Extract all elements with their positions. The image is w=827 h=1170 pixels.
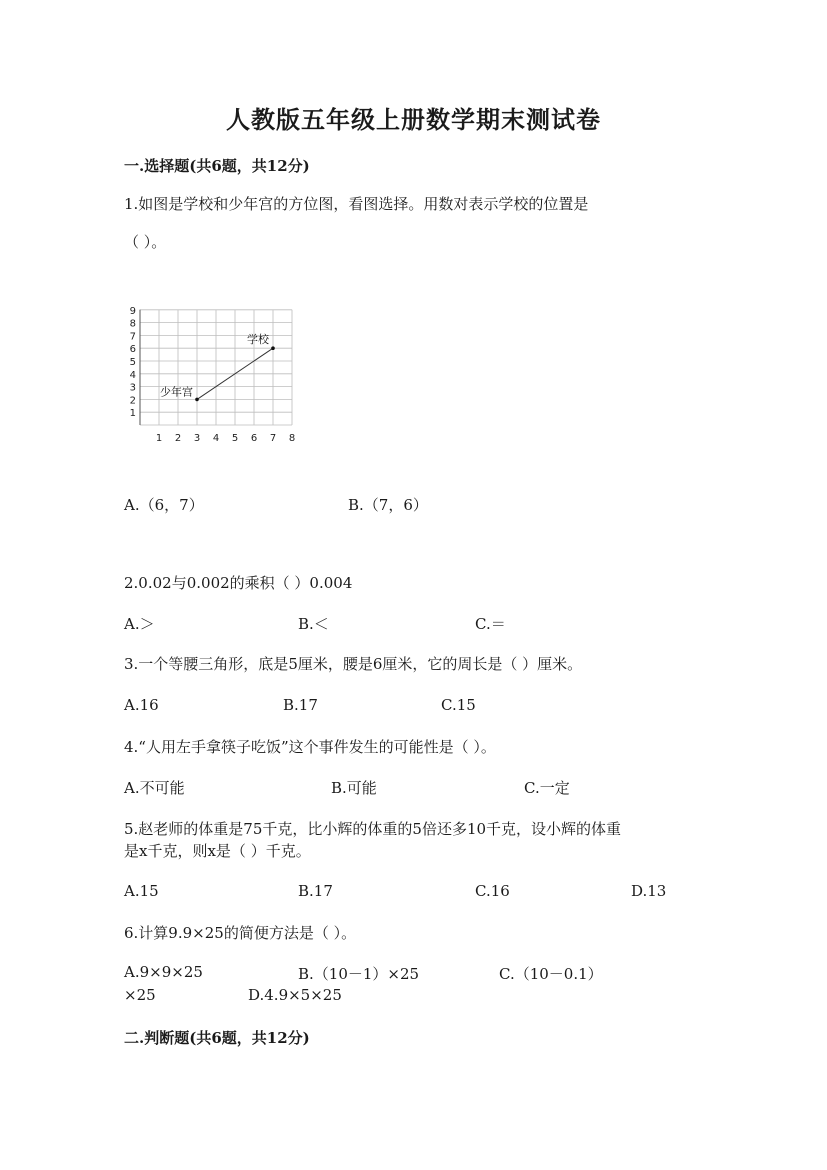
- y-tick-label: 9: [129, 305, 136, 317]
- question-2-text: 2.0.02与0.002的乘积（ ）0.004: [124, 574, 353, 592]
- x-tick-label: 3: [193, 433, 201, 444]
- question-6-option-c[interactable]: C.（10－0.1）: [499, 965, 603, 983]
- y-tick-label: 2: [129, 395, 136, 407]
- question-4-option-b[interactable]: B.可能: [331, 779, 377, 797]
- school-point: [271, 346, 275, 350]
- question-2-option-b[interactable]: B.＜: [298, 615, 329, 633]
- youth-palace-label: 少年宫: [160, 385, 193, 399]
- question-4-option-a[interactable]: A.不可能: [124, 779, 185, 797]
- section-heading-judgment: 二.判断题(共6题，共12分): [124, 1029, 310, 1047]
- question-5-option-d[interactable]: D.13: [631, 882, 667, 900]
- question-6-option-b[interactable]: B.（10－1）×25: [298, 965, 420, 983]
- page-title: 人教版五年级上册数学期末测试卷: [226, 105, 601, 134]
- question-6-option-a[interactable]: A.9×9×25: [124, 963, 203, 981]
- question-4-option-c[interactable]: C.一定: [524, 779, 570, 797]
- question-5-option-c[interactable]: C.16: [475, 882, 510, 900]
- question-5-option-a[interactable]: A.15: [124, 882, 159, 900]
- question-1-option-b[interactable]: B.（7，6）: [348, 496, 428, 514]
- x-tick-label: 6: [250, 433, 258, 444]
- question-3-option-c[interactable]: C.15: [441, 696, 476, 714]
- question-1-text-line1: 1.如图是学校和少年宫的方位图，看图选择。用数对表示学校的位置是: [124, 195, 589, 213]
- coordinate-grid-figure: [126, 290, 306, 450]
- question-4-text: 4.“人用左手拿筷子吃饭”这个事件发生的可能性是（ ）。: [124, 738, 496, 756]
- question-6-option-c-continued: ×25: [124, 986, 156, 1004]
- x-tick-label: 5: [231, 433, 239, 444]
- x-tick-label: 1: [155, 433, 163, 444]
- question-5-option-b[interactable]: B.17: [298, 882, 333, 900]
- x-tick-label: 7: [269, 433, 277, 444]
- question-3-text: 3.一个等腰三角形，底是5厘米，腰是6厘米，它的周长是（ ）厘米。: [124, 655, 583, 673]
- question-5-text-line1: 5.赵老师的体重是75千克，比小辉的体重的5倍还多10千克，设小辉的体重: [124, 820, 622, 838]
- question-5-text-line2: 是x千克，则x是（ ）千克。: [124, 842, 311, 860]
- x-tick-label: 8: [288, 433, 296, 444]
- question-2-option-c[interactable]: C.＝: [475, 615, 506, 633]
- youth-palace-point: [195, 398, 199, 402]
- y-tick-label: 7: [129, 331, 136, 343]
- x-tick-label: 2: [174, 433, 182, 444]
- y-tick-label: 8: [129, 318, 136, 330]
- y-tick-label: 6: [129, 344, 136, 356]
- y-tick-label: 3: [129, 382, 136, 394]
- y-tick-label: 5: [129, 357, 136, 368]
- question-2-option-a[interactable]: A.＞: [124, 615, 155, 633]
- question-6-option-d[interactable]: D.4.9×5×25: [248, 986, 342, 1004]
- coordinate-grid-svg: [126, 290, 306, 450]
- question-6-text: 6.计算9.9×25的简便方法是（ ）。: [124, 924, 357, 942]
- question-3-option-b[interactable]: B.17: [283, 696, 318, 714]
- question-1-option-a[interactable]: A.（6，7）: [124, 496, 204, 514]
- section-heading-choice: 一.选择题(共6题，共12分): [124, 157, 310, 175]
- y-tick-label: 1: [129, 408, 136, 420]
- x-tick-label: 4: [212, 433, 220, 444]
- y-tick-label: 4: [129, 369, 136, 381]
- school-label: 学校: [247, 333, 269, 347]
- question-3-option-a[interactable]: A.16: [124, 696, 159, 714]
- question-1-text-line2: （ ）。: [124, 233, 167, 251]
